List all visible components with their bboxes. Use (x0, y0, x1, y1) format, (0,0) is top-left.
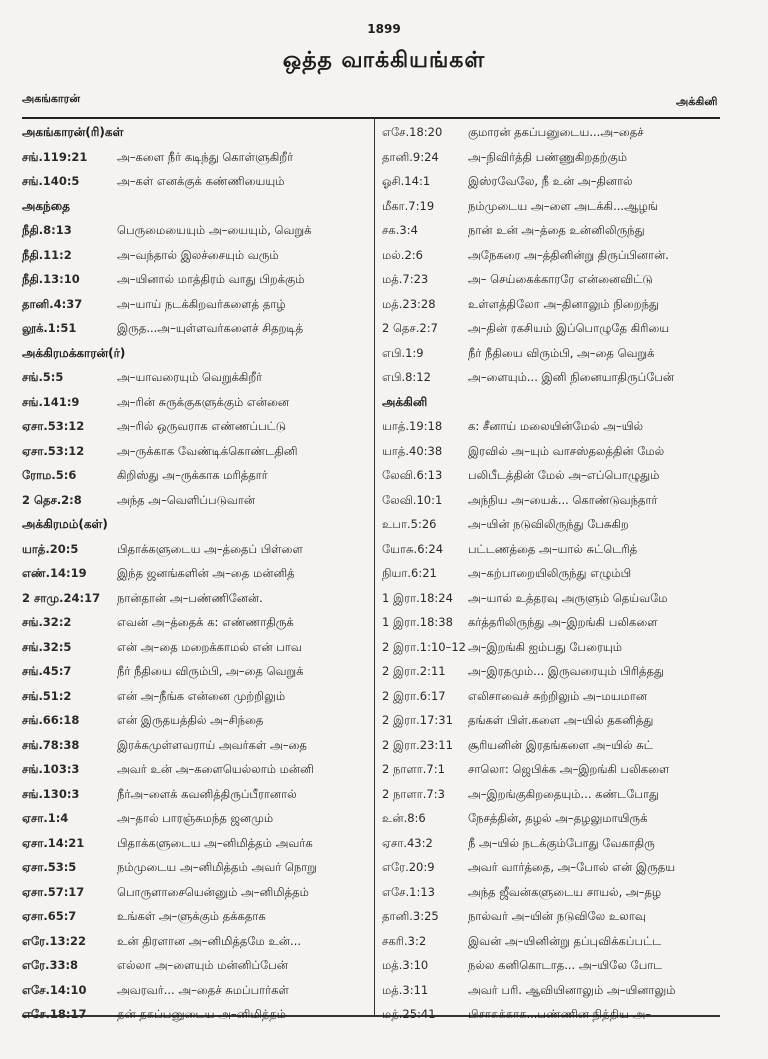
concordance-entry (22, 1003, 370, 1028)
concordance-entry (382, 489, 722, 514)
verse-excerpt: பிதாக்களுடைய அ–னிமித்தம் அவர்க (117, 835, 313, 850)
concordance-entry (382, 268, 722, 293)
verse-excerpt: சாலொ: ஜெபிக்க அ–இறங்கி பலிகளை (468, 762, 670, 777)
concordance-entry (382, 317, 722, 342)
concordance-entry (22, 930, 370, 955)
verse-excerpt: அ–யின் நடுவிலிருந்து பேசுகிற (468, 517, 629, 532)
verse-reference: ஏசா.53:12 (22, 419, 85, 434)
verse-reference: யாத்.19:18 (382, 419, 443, 434)
concordance-entry (22, 807, 370, 832)
verse-excerpt: அ–ருக்காக வேண்டிக்கொண்டதினி (117, 443, 298, 458)
concordance-entry (382, 538, 722, 563)
verse-excerpt: அ–கள் எனக்குக் கண்ணியையும் (117, 174, 285, 189)
verse-excerpt: எவன் அ–த்தைக் க: எண்ணாதிருக் (117, 615, 294, 630)
verse-excerpt: அவர் பரி. ஆவியினாலும் அ–யினாலும் (468, 982, 676, 997)
verse-excerpt: நம்முடைய அ–ளை அடக்கி...ஆழங் (468, 198, 658, 213)
concordance-entry (22, 611, 370, 636)
verse-reference: லேவி.10:1 (382, 492, 443, 507)
verse-excerpt: அ–கற்பாறையிலிருந்து எழும்பி (468, 566, 632, 581)
verse-excerpt: அவர் வார்த்தை, அ–போல் என் இருதய (468, 860, 676, 875)
concordance-entry (22, 293, 370, 318)
verse-reference: எசே.14:10 (22, 982, 87, 997)
verse-reference: 2 இரா.17:31 (382, 713, 453, 728)
verse-excerpt: அ–யாவரையும் வெறுக்கிறீர் (117, 370, 263, 385)
verse-reference: எபி.1:9 (382, 345, 424, 360)
verse-reference: யாத்.20:5 (22, 541, 79, 556)
concordance-entry (382, 881, 722, 906)
concordance-entry (382, 660, 722, 685)
concordance-entry (382, 758, 722, 783)
concordance-entry (382, 636, 722, 661)
verse-excerpt: அ–வந்தால் இலச்சையும் வரும் (117, 247, 279, 262)
verse-excerpt: நீர் நீதியை விரும்பி, அ–தை வெறுக் (468, 345, 655, 360)
column-divider (374, 118, 375, 1015)
concordance-entry (22, 587, 370, 612)
verse-excerpt: அ– செய்கைக்காரரே என்னைவிட்டு (468, 272, 653, 287)
verse-excerpt: க: சீனாய் மலையின்மேல் அ–யில் (468, 419, 644, 434)
guide-word-right: அக்கினி (676, 95, 718, 108)
concordance-entry (22, 709, 370, 734)
verse-excerpt: தன் தகப்பனுடைய அ–னிமித்தம் (117, 1007, 286, 1022)
verse-reference: உபா.5:26 (382, 517, 437, 532)
verse-reference: 2 இரா.6:17 (382, 688, 446, 703)
verse-excerpt: கிறிஸ்து அ–ருக்காக மரித்தார் (117, 468, 268, 483)
page-title: ஒத்த வாக்கியங்கள் (282, 48, 486, 73)
verse-excerpt: அ–இறங்குகிறதையும்... கண்டபோது (468, 786, 659, 801)
verse-reference: லேவி.6:13 (382, 468, 443, 483)
verse-reference: சகரி.3:2 (382, 933, 427, 948)
verse-excerpt: பெருமையையும் அ–யையும், வெறுக் (117, 223, 312, 238)
concordance-entry (382, 342, 722, 367)
concordance-entry (382, 954, 722, 979)
verse-reference: நீதி.13:10 (22, 272, 80, 287)
verse-reference: சங்.140:5 (22, 174, 80, 189)
concordance-entry (22, 562, 370, 587)
concordance-entry (22, 734, 370, 759)
verse-excerpt: சூரியனின் இரதங்களை அ–யில் சுட் (468, 737, 653, 752)
verse-reference: எரே.33:8 (22, 958, 79, 973)
verse-reference: எபி.8:12 (382, 370, 431, 385)
verse-reference: சங்.45:7 (22, 664, 72, 679)
concordance-entry (382, 219, 722, 244)
concordance-entry (22, 440, 370, 465)
verse-excerpt: கர்த்தரிலிருந்து அ–இறங்கி பலிகளை (468, 615, 658, 630)
concordance-entry (382, 709, 722, 734)
verse-reference: நீதி.8:13 (22, 223, 72, 238)
concordance-entry (382, 587, 722, 612)
concordance-entry (382, 734, 722, 759)
verse-reference: சங்.78:38 (22, 737, 80, 752)
verse-excerpt: நீ அ–யில் நடக்கும்போது வேகாதிரு (468, 835, 655, 850)
left-column (22, 121, 370, 1028)
verse-reference: 2 இரா.1:10–12 (382, 639, 466, 654)
concordance-entry (382, 121, 722, 146)
concordance-entry (22, 954, 370, 979)
verse-reference: 2 நாளா.7:3 (382, 786, 445, 801)
verse-reference: எசே.18:20 (382, 125, 443, 140)
concordance-entry (382, 611, 722, 636)
concordance-entry (382, 513, 722, 538)
verse-reference: நீதி.11:2 (22, 247, 72, 262)
guide-word-left: அகங்காரன் (22, 92, 81, 105)
concordance-entry (382, 366, 722, 391)
verse-excerpt: என் இருதயத்தில் அ–சிந்தை (117, 713, 264, 728)
concordance-entry (382, 832, 722, 857)
verse-reference: தானி.9:24 (382, 149, 439, 164)
verse-excerpt: இந்த ஜனங்களின் அ–தை மன்னித் (117, 566, 295, 581)
concordance-entry (382, 464, 722, 489)
verse-reference: மீகா.7:19 (382, 198, 435, 213)
concordance-entry (382, 244, 722, 269)
verse-excerpt: அ–தால் பாரஞ்சுமந்த ஜனமும் (117, 811, 274, 826)
verse-excerpt: எலிசாவைச் சுற்றிலும் அ–மயமான (468, 688, 648, 703)
verse-reference: யாத்.40:38 (382, 443, 443, 458)
verse-reference: உன்.8:6 (382, 811, 426, 826)
verse-excerpt: பிசாசுக்காக...பண்ணின நித்திய அ– (468, 1007, 651, 1022)
verse-excerpt: நால்வர் அ–யின் நடுவிலே உலாவு (468, 909, 646, 924)
verse-excerpt: அந்த அ–வெளிப்படுவான் (117, 492, 256, 507)
verse-reference: எரே.13:22 (22, 933, 87, 948)
verse-excerpt: இஸ்ரவேலே, நீ உன் அ–தினால் (468, 174, 633, 189)
verse-reference: சங்.119:21 (22, 149, 88, 164)
concordance-entry (382, 440, 722, 465)
verse-excerpt: உள்ளத்திலோ அ–தினாலும் நிறைந்து (468, 296, 659, 311)
verse-excerpt: பொருளாசையென்னும் அ–னிமித்தம் (117, 884, 309, 899)
concordance-entry (22, 979, 370, 1004)
verse-excerpt: அ–ரில் ஒருவராக எண்ணப்பட்டு (117, 419, 287, 434)
verse-reference: சங்.5:5 (22, 370, 64, 385)
verse-excerpt: பட்டணத்தை அ–யால் சுட்டெரித் (468, 541, 638, 556)
concordance-entry (22, 244, 370, 269)
verse-reference: 2 இரா.2:11 (382, 664, 446, 679)
verse-reference: ஏசா.53:12 (22, 443, 85, 458)
verse-reference: 1 இரா.18:24 (382, 590, 453, 605)
verse-reference: சங்.51:2 (22, 688, 72, 703)
concordance-entry (382, 1003, 722, 1028)
verse-excerpt: பிதாக்களுடைய அ–த்தைப் பிள்ளை (117, 541, 303, 556)
verse-reference: மத்.3:10 (382, 958, 429, 973)
verse-reference: சக.3:4 (382, 223, 418, 238)
verse-reference: சங்.103:3 (22, 762, 80, 777)
concordance-entry (382, 979, 722, 1004)
verse-reference: தானி.3:25 (382, 909, 439, 924)
verse-excerpt: நீர்அ–ளைக் கவனித்திருப்பீரானால் (117, 786, 297, 801)
verse-reference: யோசு.6:24 (382, 541, 444, 556)
verse-reference: 2 சாமு.24:17 (22, 590, 101, 605)
concordance-entry (22, 489, 370, 514)
concordance-entry (22, 415, 370, 440)
concordance-entry (382, 905, 722, 930)
concordance-entry (22, 538, 370, 563)
verse-reference: ஓசி.14:1 (382, 174, 431, 189)
verse-excerpt: அ–யால் உத்தரவு அருளும் தெய்வமே (468, 590, 668, 605)
verse-reference: ரோம.5:6 (22, 468, 77, 483)
verse-reference: மத்.23:28 (382, 296, 436, 311)
concordance-entry (22, 758, 370, 783)
verse-reference: ஏசா.1:4 (22, 811, 69, 826)
verse-excerpt: நீர் நீதியை விரும்பி, அ–தை வெறுக் (117, 664, 304, 679)
verse-excerpt: நான் உன் அ–த்தை உன்னிலிருந்து (468, 223, 645, 238)
entry-heading: அகந்தை (22, 198, 70, 213)
concordance-entry (382, 562, 722, 587)
concordance-entry (22, 856, 370, 881)
verse-reference: லூக்.1:51 (22, 321, 77, 336)
verse-reference: மத்.7:23 (382, 272, 429, 287)
verse-excerpt: இரக்கமுள்ளவராய் அவர்கள் அ–தை (117, 737, 307, 752)
verse-reference: மத்.3:11 (382, 982, 429, 997)
verse-excerpt: அ–ரின் சுருக்குகளுக்கும் என்னை (117, 394, 290, 409)
verse-reference: சங்.32:2 (22, 615, 72, 630)
concordance-entry (382, 170, 722, 195)
concordance-entry (22, 464, 370, 489)
verse-reference: எசே.1:13 (382, 884, 435, 899)
verse-reference: 2 இரா.23:11 (382, 737, 453, 752)
concordance-entry (22, 881, 370, 906)
verse-excerpt: நம்முடைய அ–னிமித்தம் அவர் நொறு (117, 860, 317, 875)
verse-excerpt: எல்லா அ–ளையும் மன்னிப்பேன் (117, 958, 288, 973)
verse-reference: ஏசா.57:17 (22, 884, 85, 899)
entry-heading: அகங்காரன்(ரி)கள் (22, 125, 124, 140)
verse-reference: மத்.25:41 (382, 1007, 436, 1022)
verse-reference: தானி.4:37 (22, 296, 83, 311)
verse-reference: 1 இரா.18:38 (382, 615, 453, 630)
verse-reference: மல்.2:6 (382, 247, 423, 262)
concordance-entry (382, 807, 722, 832)
verse-excerpt: குமாரன் தகப்பனுடைய...அ–தைச் (468, 125, 644, 140)
verse-excerpt: அ–தின் ரகசியம் இப்பொழுதே கிரியை (468, 321, 670, 336)
entry-heading: அக்கிரமம்(கள்) (22, 517, 108, 532)
verse-excerpt: என் அ–தை மறைக்காமல் என் பாவ (117, 639, 302, 654)
concordance-entry (22, 366, 370, 391)
verse-reference: சங்.32:5 (22, 639, 72, 654)
verse-reference: எண்.14:19 (22, 566, 87, 581)
verse-reference: 2 நாளா.7:1 (382, 762, 445, 777)
verse-reference: ஏசா.43:2 (382, 835, 433, 850)
concordance-entry (382, 146, 722, 171)
concordance-entry (22, 783, 370, 808)
verse-reference: ஏசா.65:7 (22, 909, 77, 924)
verse-reference: நியா.6:21 (382, 566, 437, 581)
verse-excerpt: அ–யாய் நடக்கிறவர்களைத் தாழ் (117, 296, 286, 311)
concordance-entry (22, 660, 370, 685)
verse-excerpt: அ–ளையும்... இனி நினையாதிருப்பேன் (468, 370, 675, 385)
verse-reference: ஏசா.53:5 (22, 860, 77, 875)
concordance-entry (22, 317, 370, 342)
verse-excerpt: நேசத்தின், தழல் அ–தழலுமாயிருக் (468, 811, 648, 826)
verse-excerpt: உங்கள் அ–ளுக்கும் தக்கதாக (117, 909, 266, 924)
concordance-entry (382, 195, 722, 220)
concordance-entry (22, 905, 370, 930)
concordance-entry (382, 856, 722, 881)
concordance-entry (382, 685, 722, 710)
verse-excerpt: அ–நிவிர்த்தி பண்ணுகிறதற்கும் (468, 149, 628, 164)
entry-heading: அக்கினி (382, 394, 428, 409)
verse-excerpt: அ–யினால் மாத்திரம் வாது பிறக்கும் (117, 272, 305, 287)
verse-excerpt: உன் திரளான அ–னிமித்தமே உன்... (117, 933, 302, 948)
concordance-entry (22, 146, 370, 171)
verse-excerpt: அ–இறங்கி ஐம்பது பேரையும் (468, 639, 623, 654)
verse-excerpt: நல்ல கனிகொடாத... அ–யிலே போட (468, 958, 663, 973)
verse-excerpt: அ–இரதமும்... இருவரையும் பிரித்தது (468, 664, 664, 679)
verse-excerpt: என் அ–நீங்க என்னை முற்றிலும் (117, 688, 286, 703)
verse-reference: சங்.141:9 (22, 394, 80, 409)
concordance-entry (382, 293, 722, 318)
verse-reference: சங்.130:3 (22, 786, 80, 801)
verse-excerpt: இவன் அ–யினின்று தப்புவிக்கப்பட்ட (468, 933, 662, 948)
top-rule (22, 117, 720, 119)
concordance-entry (22, 685, 370, 710)
concordance-entry (22, 268, 370, 293)
entry-heading: அக்கிரமக்காரன்(ர்) (22, 345, 126, 360)
verse-excerpt: அ–களை நீர் கடிந்து கொள்ளுகிறீர் (117, 149, 294, 164)
verse-reference: சங்.66:18 (22, 713, 80, 728)
concordance-entry (382, 930, 722, 955)
verse-excerpt: அவர் உன் அ–களையெல்லாம் மன்னி (117, 762, 314, 777)
verse-reference: எசே.18:17 (22, 1007, 87, 1022)
verse-excerpt: இருத...அ–யுள்ளவர்களைச் சிதறடித் (117, 321, 304, 336)
concordance-entry (22, 219, 370, 244)
concordance-entry (22, 636, 370, 661)
verse-reference: 2 தெச.2:7 (382, 321, 438, 336)
right-column (382, 121, 722, 1028)
verse-excerpt: இரவில் அ–யும் வாசஸ்தலத்தின் மேல் (468, 443, 665, 458)
page-number: 1899 (367, 22, 401, 36)
verse-excerpt: நான்தான் அ–பண்ணினேன். (117, 590, 263, 605)
concordance-entry (22, 170, 370, 195)
concordance-entry (382, 415, 722, 440)
concordance-entry (22, 832, 370, 857)
concordance-entry (22, 391, 370, 416)
verse-excerpt: அந்த ஜீவன்களுடைய சாயல், அ–தழ (468, 884, 662, 899)
concordance-entry (382, 783, 722, 808)
verse-reference: எரே.20:9 (382, 860, 435, 875)
verse-reference: ஏசா.14:21 (22, 835, 85, 850)
verse-excerpt: அந்நிய அ–யைக்... கொண்டுவந்தார் (468, 492, 658, 507)
verse-excerpt: தங்கள் பிள்.களை அ–யில் தகனித்து (468, 713, 654, 728)
verse-excerpt: அவரவர்... அ–தைச் சுமப்பார்கள் (117, 982, 289, 997)
verse-excerpt: பலிபீடத்தின் மேல் அ–எப்பொழுதும் (468, 468, 660, 483)
verse-reference: 2 தெச.2:8 (22, 492, 82, 507)
verse-excerpt: அநேகரை அ–த்தினின்று திருப்பினான். (468, 247, 669, 262)
